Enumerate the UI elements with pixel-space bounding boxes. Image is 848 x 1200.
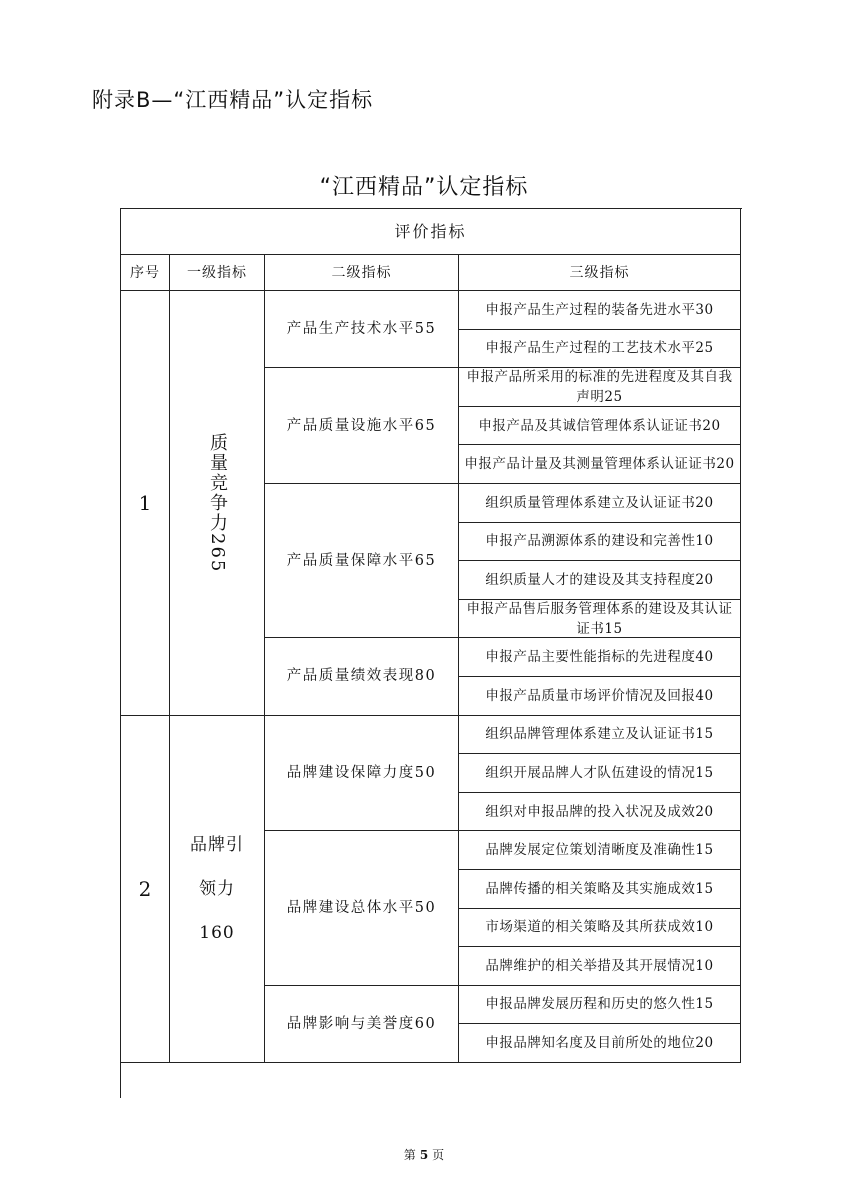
page-number: 5 [419, 1148, 429, 1162]
level3-item: 申报产品售后服务管理体系的建设及其认证证书15 [459, 600, 741, 639]
level3-item: 组织品牌管理体系建立及认证证书15 [459, 716, 741, 755]
column-header-level3: 三级指标 [459, 255, 741, 291]
level3-item: 组织对申报品牌的投入状况及成效20 [459, 793, 741, 832]
level3-item: 组织质量管理体系建立及认证证书20 [459, 484, 741, 523]
level3-item: 申报产品主要性能指标的先进程度40 [459, 638, 741, 677]
group-2-level1 [170, 716, 265, 1063]
footer-suffix: 页 [432, 1148, 445, 1162]
group-2-level1-line: 领力 [199, 878, 235, 899]
column-header-level2: 二级指标 [265, 255, 459, 291]
level2-item: 产品质量设施水平65 [265, 368, 459, 484]
column-header-seq: 序号 [121, 255, 170, 291]
group-2-level1-line: 160 [199, 922, 235, 943]
level2-item: 产品质量绩效表现80 [265, 638, 459, 715]
level3-item: 申报品牌发展历程和历史的悠久性15 [459, 986, 741, 1025]
level2-item: 产品生产技术水平55 [265, 291, 459, 368]
level3-item: 品牌发展定位策划清晰度及准确性15 [459, 831, 741, 870]
footer-prefix: 第 [403, 1148, 416, 1162]
appendix-heading: 附录B—“江西精品”认定指标 [92, 88, 374, 112]
group-2-level1-line: 品牌引 [190, 834, 244, 855]
group-1-seq: 1 [121, 291, 170, 716]
level2-item: 品牌影响与美誉度60 [265, 986, 459, 1063]
level3-item: 申报产品溯源体系的建设和完善性10 [459, 523, 741, 562]
level2-item: 品牌建设保障力度50 [265, 716, 459, 832]
level3-item: 品牌传播的相关策略及其实施成效15 [459, 870, 741, 909]
level3-item: 申报产品质量市场评价情况及回报40 [459, 677, 741, 716]
page-footer [0, 1146, 848, 1163]
level3-item: 申报产品及其诚信管理体系认证证书20 [459, 407, 741, 446]
table-header: 评价指标 [121, 209, 741, 255]
level3-item: 组织开展品牌人才队伍建设的情况15 [459, 754, 741, 793]
level2-item: 产品质量保障水平65 [265, 484, 459, 638]
level3-item: 申报产品生产过程的工艺技术水平25 [459, 330, 741, 369]
level3-item: 品牌维护的相关举措及其开展情况10 [459, 947, 741, 986]
indicator-table [120, 208, 742, 1098]
group-2-seq: 2 [121, 716, 170, 1063]
level3-item: 市场渠道的相关策略及其所获成效10 [459, 909, 741, 948]
group-1-level1 [170, 291, 265, 716]
level3-item: 组织质量人才的建设及其支持程度20 [459, 561, 741, 600]
column-header-level1: 一级指标 [170, 255, 265, 291]
level2-item: 品牌建设总体水平50 [265, 831, 459, 985]
table-title: “江西精品”认定指标 [319, 175, 529, 200]
level3-item: 申报产品计量及其测量管理体系认证证书20 [459, 445, 741, 484]
group-1-level1-text: 质量竞争力265 [207, 432, 228, 573]
level3-item: 申报产品所采用的标准的先进程度及其自我声明25 [459, 368, 741, 407]
level3-item: 申报品牌知名度及目前所处的地位20 [459, 1024, 741, 1063]
level3-item: 申报产品生产过程的装备先进水平30 [459, 291, 741, 330]
